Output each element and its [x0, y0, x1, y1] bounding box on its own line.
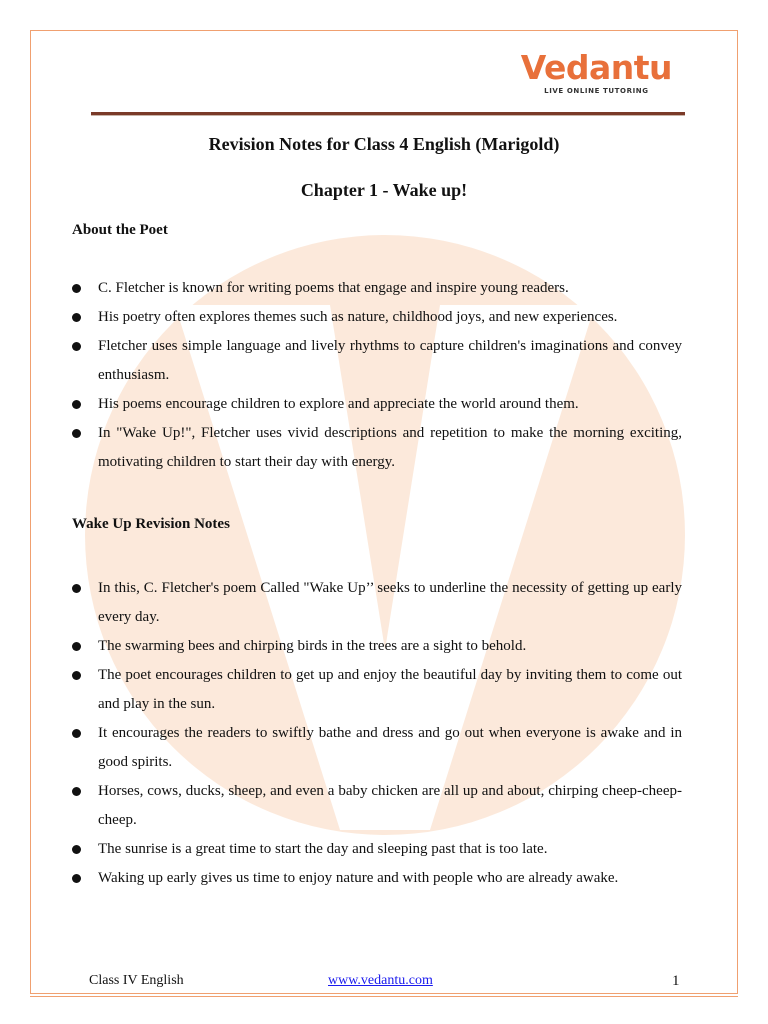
bullet-icon: [72, 874, 81, 883]
list-item: [72, 719, 682, 777]
bullet-icon: [72, 642, 81, 651]
bullet-icon: [72, 845, 81, 854]
list-item: [72, 574, 682, 632]
logo-wordmark: Vedantu: [520, 48, 672, 87]
list-item-text: Horses, cows, ducks, sheep, and even a baby chicken are all up and about, chirping cheep-cheep-cheep.: [98, 783, 682, 828]
list-item: [72, 777, 682, 835]
list-item-text: It encourages the readers to swiftly bathe and dress and go out when everyone is awake and in good spirits.: [98, 725, 682, 770]
list-item-text: Waking up early gives us time to enjoy nature and with people who are already awake.: [98, 870, 619, 886]
list-item: [72, 864, 682, 893]
list-item: [72, 390, 682, 419]
document-title: Revision Notes for Class 4 English (Marigold): [208, 134, 560, 154]
list-item: [72, 332, 682, 390]
bullet-icon: [72, 671, 81, 680]
list-item: [72, 632, 682, 661]
vedantu-logo: [521, 50, 672, 95]
list-item: [72, 274, 682, 303]
list-item: [72, 303, 682, 332]
page-number: 1: [672, 973, 680, 989]
list-item-text: His poems encourage children to explore and appreciate the world around them.: [98, 396, 579, 412]
footer-rule: [30, 996, 738, 997]
bullet-icon: [72, 284, 81, 293]
bullet-icon: [72, 787, 81, 796]
list-item: [72, 835, 682, 864]
list-item-text: The sunrise is a great time to start the day and sleeping past that is too late.: [98, 841, 548, 857]
list-item-text: The poet encourages children to get up and enjoy the beautiful day by inviting them to come out and play in the sun.: [98, 667, 682, 712]
section-heading-about-poet: About the Poet: [72, 222, 168, 238]
footer-class-label: Class IV English: [89, 973, 184, 988]
list-item-text: Fletcher uses simple language and lively rhythms to capture children's imaginations and convey enthusiasm.: [98, 338, 682, 383]
bullet-icon: [72, 584, 81, 593]
list-item-text: In "Wake Up!", Fletcher uses vivid descriptions and repetition to make the morning exciting, motivating children to start their day with energy.: [98, 425, 682, 470]
footer-website-link[interactable]: www.vedantu.com: [328, 973, 433, 988]
bullet-icon: [72, 342, 81, 351]
revision-notes-list: [72, 574, 682, 893]
list-item: [72, 661, 682, 719]
list-item-text: In this, C. Fletcher's poem Called "Wake Up’’ seeks to underline the necessity of getting up early every day.: [98, 580, 682, 625]
header-rule: [91, 112, 685, 116]
bullet-icon: [72, 313, 81, 322]
chapter-title: Chapter 1 - Wake up!: [300, 180, 468, 200]
bullet-icon: [72, 400, 81, 409]
list-item: [72, 419, 682, 477]
section-heading-revision-notes: Wake Up Revision Notes: [72, 516, 230, 532]
bullet-icon: [72, 729, 81, 738]
logo-tagline: LIVE ONLINE TUTORING: [544, 87, 649, 95]
bullet-icon: [72, 429, 81, 438]
about-poet-list: [72, 274, 682, 477]
list-item-text: His poetry often explores themes such as nature, childhood joys, and new experiences.: [98, 309, 618, 325]
list-item-text: The swarming bees and chirping birds in the trees are a sight to behold.: [98, 638, 527, 654]
list-item-text: C. Fletcher is known for writing poems that engage and inspire young readers.: [98, 280, 569, 296]
